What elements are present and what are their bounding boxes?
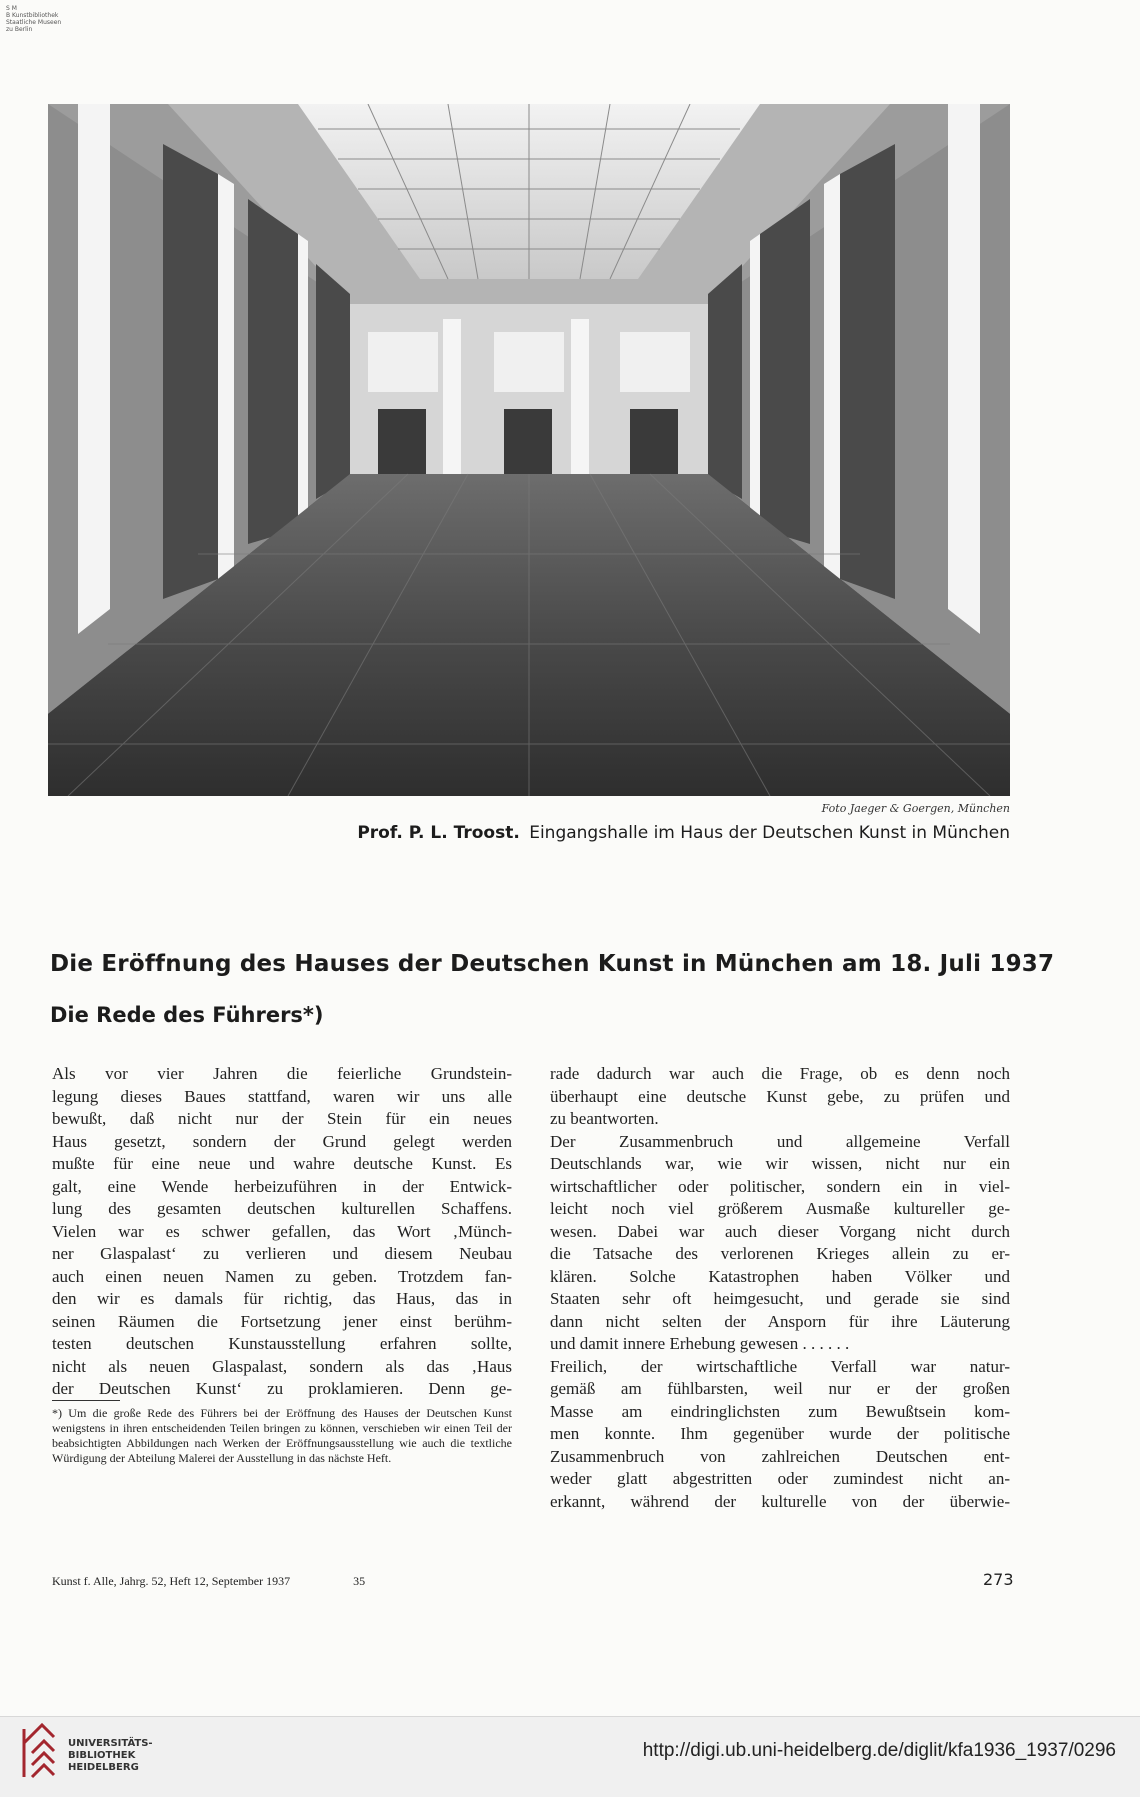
text-line: zu beantworten. xyxy=(550,1109,659,1128)
text-line: galt, eine Wende herbeizuführen in der Entwick- xyxy=(52,1176,512,1196)
text-column-right xyxy=(550,1063,1010,1513)
university-name-line: UNIVERSITÄTS- xyxy=(68,1738,153,1749)
hall-photograph-drawing xyxy=(48,104,1010,796)
text-line: Staaten sehr oft heimgesucht, und gerade sie sind xyxy=(550,1289,1010,1308)
library-stamp xyxy=(6,5,61,33)
text-line: den wir es damals für richtig, das Haus, das in xyxy=(52,1289,512,1308)
footnote: *) Um die große Rede des Führers bei der Eröffnung des Hauses der Deutschen Kunst wenigstens in ihren entscheidenden Teilen bringen zu können, verschieben wir einen Teil der beabsichtigten Abbildungen nach Werken der Eröffnungsausstellung wie auch die textliche Würdigung der Abteilung Malerei der Ausstellung in das nächste Heft. xyxy=(52,1406,512,1465)
figure-caption xyxy=(357,823,1010,843)
text-line: bewußt, daß nicht nur der Stein für ein neues xyxy=(52,1109,512,1128)
text-line: erkannt, während der kulturelle von der überwie- xyxy=(550,1491,1010,1511)
digitization-url[interactable]: http://digi.ub.uni-heidelberg.de/diglit/kfa1936_1937/0296 xyxy=(642,1740,1116,1761)
page-number: 273 xyxy=(983,1570,1014,1589)
text-line: und damit innere Erhebung gewesen . . . . . . xyxy=(550,1334,850,1353)
stamp-line: S M xyxy=(6,5,17,12)
text-line: mußte für eine neue und wahre deutsche Kunst. Es xyxy=(52,1154,512,1173)
text-line: überhaupt eine deutsche Kunst gebe, zu prüfen und xyxy=(550,1086,1010,1106)
text-line: Haus gesetzt, sondern der Grund gelegt werden xyxy=(52,1131,512,1151)
hall-photograph xyxy=(48,104,1010,796)
footnote-rule xyxy=(52,1400,120,1401)
text-line: men konnte. Ihm gegenüber wurde der politische xyxy=(550,1424,1010,1443)
text-line: lung des gesamten deutschen kulturellen Schaffens. xyxy=(52,1199,512,1218)
article-subhead: Die Rede des Führers*) xyxy=(50,1003,324,1027)
caption-text: Eingangshalle im Haus der Deutschen Kunst in München xyxy=(529,823,1010,843)
text-line: klären. Solche Katastrophen haben Völker und xyxy=(550,1266,1010,1286)
text-column-left xyxy=(52,1063,512,1401)
text-line: Der Zusammenbruch und allgemeine Verfall xyxy=(550,1131,1010,1151)
text-line: ner Glaspalast‘ zu verlieren und diesem Neubau xyxy=(52,1244,512,1263)
text-line: die Tatsache des verlorenen Krieges allein zu er- xyxy=(550,1244,1010,1263)
stamp-line: B Kunstbibliothek xyxy=(6,12,59,19)
text-line: weder glatt abgestritten oder zumindest nicht an- xyxy=(550,1469,1010,1488)
text-line: Als vor vier Jahren die feierliche Grundstein- xyxy=(52,1064,512,1083)
journal-footer xyxy=(52,1574,365,1589)
text-line: testen deutschen Kunstausstellung erfahren sollte, xyxy=(52,1334,512,1353)
text-line: wirtschaftlicher oder politischer, sondern ein in viel- xyxy=(550,1176,1010,1196)
university-name-line: HEIDELBERG xyxy=(68,1762,139,1773)
stamp-line: Staatliche Museen xyxy=(6,19,62,26)
text-line: rade dadurch war auch die Frage, ob es denn noch xyxy=(550,1064,1010,1083)
caption-author: Prof. P. L. Troost. xyxy=(357,823,520,843)
text-line: Masse am eindringlichsten zum Bewußtsein kom- xyxy=(550,1401,1010,1421)
article-headline: Die Eröffnung des Hauses der Deutschen Kunst in München am 18. Juli 1937 xyxy=(50,951,1055,977)
signature-mark: 35 xyxy=(353,1574,366,1588)
journal-citation: Kunst f. Alle, Jahrg. 52, Heft 12, September 1937 xyxy=(52,1574,291,1588)
text-line: Freilich, der wirtschaftliche Verfall war natur- xyxy=(550,1356,1010,1376)
stamp-line: zu Berlin xyxy=(6,26,33,33)
text-line: wesen. Dabei war auch dieser Vorgang nicht durch xyxy=(550,1221,1010,1241)
university-name-line: BIBLIOTHEK xyxy=(68,1750,136,1761)
text-line: nicht als neuen Glaspalast, sondern als das ‚Haus xyxy=(52,1356,512,1376)
text-line: legung dieses Baues stattfand, waren wir uns alle xyxy=(52,1086,512,1106)
text-line: gemäß am fühlbarsten, weil nur er der großen xyxy=(550,1379,1010,1398)
university-logo-icon xyxy=(22,1723,56,1783)
text-line: Vielen war es schwer gefallen, das Wort ‚Münch- xyxy=(52,1221,512,1241)
text-line: Zusammenbruch von zahlreichen Deutschen ent- xyxy=(550,1446,1010,1466)
photo-credit: Foto Jaeger & Goergen, München xyxy=(821,802,1010,815)
text-line: leicht noch viel größerem Ausmaße kultureller ge- xyxy=(550,1199,1010,1218)
text-line: dann nicht selten der Ansporn für ihre Läuterung xyxy=(550,1311,1010,1331)
text-line: der Deutschen Kunst‘ zu proklamieren. Denn ge- xyxy=(52,1379,512,1398)
text-line: seinen Räumen die Fortsetzung jener einst berühm- xyxy=(52,1311,512,1331)
text-line: auch einen neuen Namen zu geben. Trotzdem fan- xyxy=(52,1266,512,1286)
university-name xyxy=(68,1738,153,1774)
text-line: Deutschlands war, wie wir wissen, nicht nur ein xyxy=(550,1154,1010,1173)
